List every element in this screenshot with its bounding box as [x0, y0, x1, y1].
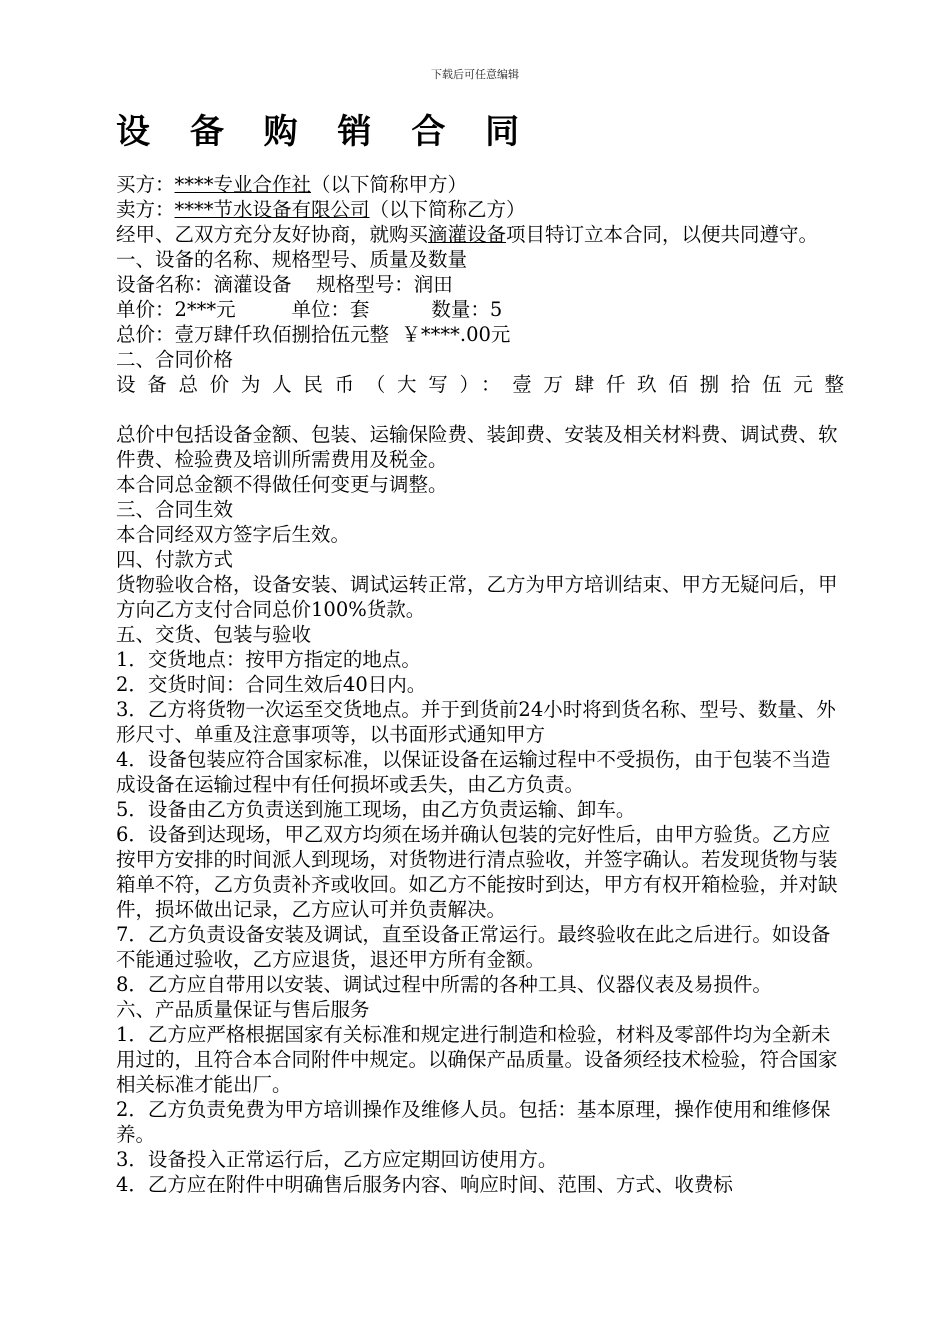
intro-item: 滴灌设备: [428, 223, 507, 246]
blank-line: [116, 397, 846, 422]
section-6-heading: 六、产品质量保证与售后服务: [116, 998, 370, 1021]
section-2-heading: 二、合同价格: [116, 348, 234, 371]
unit-price-line: 单价：2***元 单位：套 数量：5: [116, 298, 503, 321]
delivery-item: 8．乙方应自带用以安装、调试过程中所需的各种工具、仪器仪表及易损件。: [116, 973, 772, 996]
delivery-item: 7．乙方负责设备安装及调试，直至设备正常运行。最终验收在此之后进行。如设备不能通过验收，乙方应退货，退还甲方所有金额。: [116, 923, 831, 971]
no-change-line: 本合同总金额不得做任何变更与调整。: [116, 473, 448, 496]
intro-post: 项目特订立本合同，以便共同遵守。: [506, 223, 819, 246]
seller-line: [116, 197, 846, 222]
delivery-item: 2．交货时间：合同生效后40日内。: [116, 673, 427, 696]
seller-suffix: （以下简称乙方）: [369, 198, 526, 221]
buyer-label: 买方：: [116, 173, 175, 196]
contract-body: [116, 172, 846, 1197]
price-includes-paragraph: 总价中包括设备金额、包装、运输保险费、装卸费、安装及相关材料费、调试费、软件费、检验费及培训所需费用及税金。: [116, 423, 838, 471]
buyer-name: ****专业合作社: [174, 173, 312, 196]
buyer-suffix: （以下简称甲方）: [311, 173, 468, 196]
capital-amount-line: 设备总价为人民币（大写）：壹万肆仟玖佰捌拾伍元整: [116, 373, 846, 396]
equipment-name-line: 设备名称：滴灌设备 规格型号：润田: [116, 273, 453, 296]
quality-item: 1．乙方应严格根据国家有关标准和规定进行制造和检验，材料及零部件均为全新未用过的，且符合本合同附件中规定。以确保产品质量。设备须经技术检验，符合国家相关标准才能出厂。: [116, 1023, 838, 1096]
delivery-item: 5．设备由乙方负责送到施工现场，由乙方负责运输、卸车。: [116, 798, 636, 821]
buyer-line: [116, 172, 846, 197]
section-5-heading: 五、交货、包装与验收: [116, 623, 312, 646]
seller-name: ****节水设备有限公司: [174, 198, 370, 221]
intro-paragraph: [116, 222, 846, 247]
delivery-item: 3．乙方将货物一次运至交货地点。并于到货前24小时将到货名称、型号、数量、外形尺寸、单重及注意事项等，以书面形式通知甲方: [116, 698, 836, 746]
quality-item: 3．设备投入正常运行后，乙方应定期回访使用方。: [116, 1148, 558, 1171]
delivery-item: 4．设备包装应符合国家标准，以保证设备在运输过程中不受损伤，由于包装不当造成设备在运输过程中有任何损坏或丢失，由乙方负责。: [116, 748, 831, 796]
header-note: 下载后可任意编辑: [431, 68, 519, 81]
section-1-heading: 一、设备的名称、规格型号、质量及数量: [116, 248, 468, 271]
document-title: 设 备 购 销 合 同: [116, 112, 534, 152]
total-price-line: 总价：壹万肆仟玖佰捌拾伍元整 ￥****.00元: [116, 323, 511, 346]
quality-item: 2．乙方负责免费为甲方培训操作及维修人员。包括：基本原理，操作使用和维修保养。: [116, 1098, 831, 1146]
intro-pre: 经甲、乙双方充分友好协商，就购买: [116, 223, 429, 246]
delivery-item: 6．设备到达现场，甲乙双方均须在场并确认包装的完好性后，由甲方验货。乙方应按甲方安排的时间派人到现场，对货物进行清点验收，并签字确认。若发现货物与装箱单不符，乙方负责补齐或收回。如乙方不能按时到达，甲方有权开箱检验，并对缺件，损坏做出记录，乙方应认可并负责解决。: [116, 823, 838, 921]
section-3-heading: 三、合同生效: [116, 498, 234, 521]
seller-label: 卖方：: [116, 198, 175, 221]
section-4-heading: 四、付款方式: [116, 548, 234, 571]
payment-paragraph: 货物验收合格，设备安装、调试运转正常，乙方为甲方培训结束、甲方无疑问后，甲方向乙方支付合同总价100%货款。: [116, 573, 838, 621]
quality-item: 4．乙方应在附件中明确售后服务内容、响应时间、范围、方式、收费标: [116, 1173, 733, 1196]
delivery-item: 1．交货地点：按甲方指定的地点。: [116, 648, 421, 671]
effective-line: 本合同经双方签字后生效。: [116, 523, 351, 546]
